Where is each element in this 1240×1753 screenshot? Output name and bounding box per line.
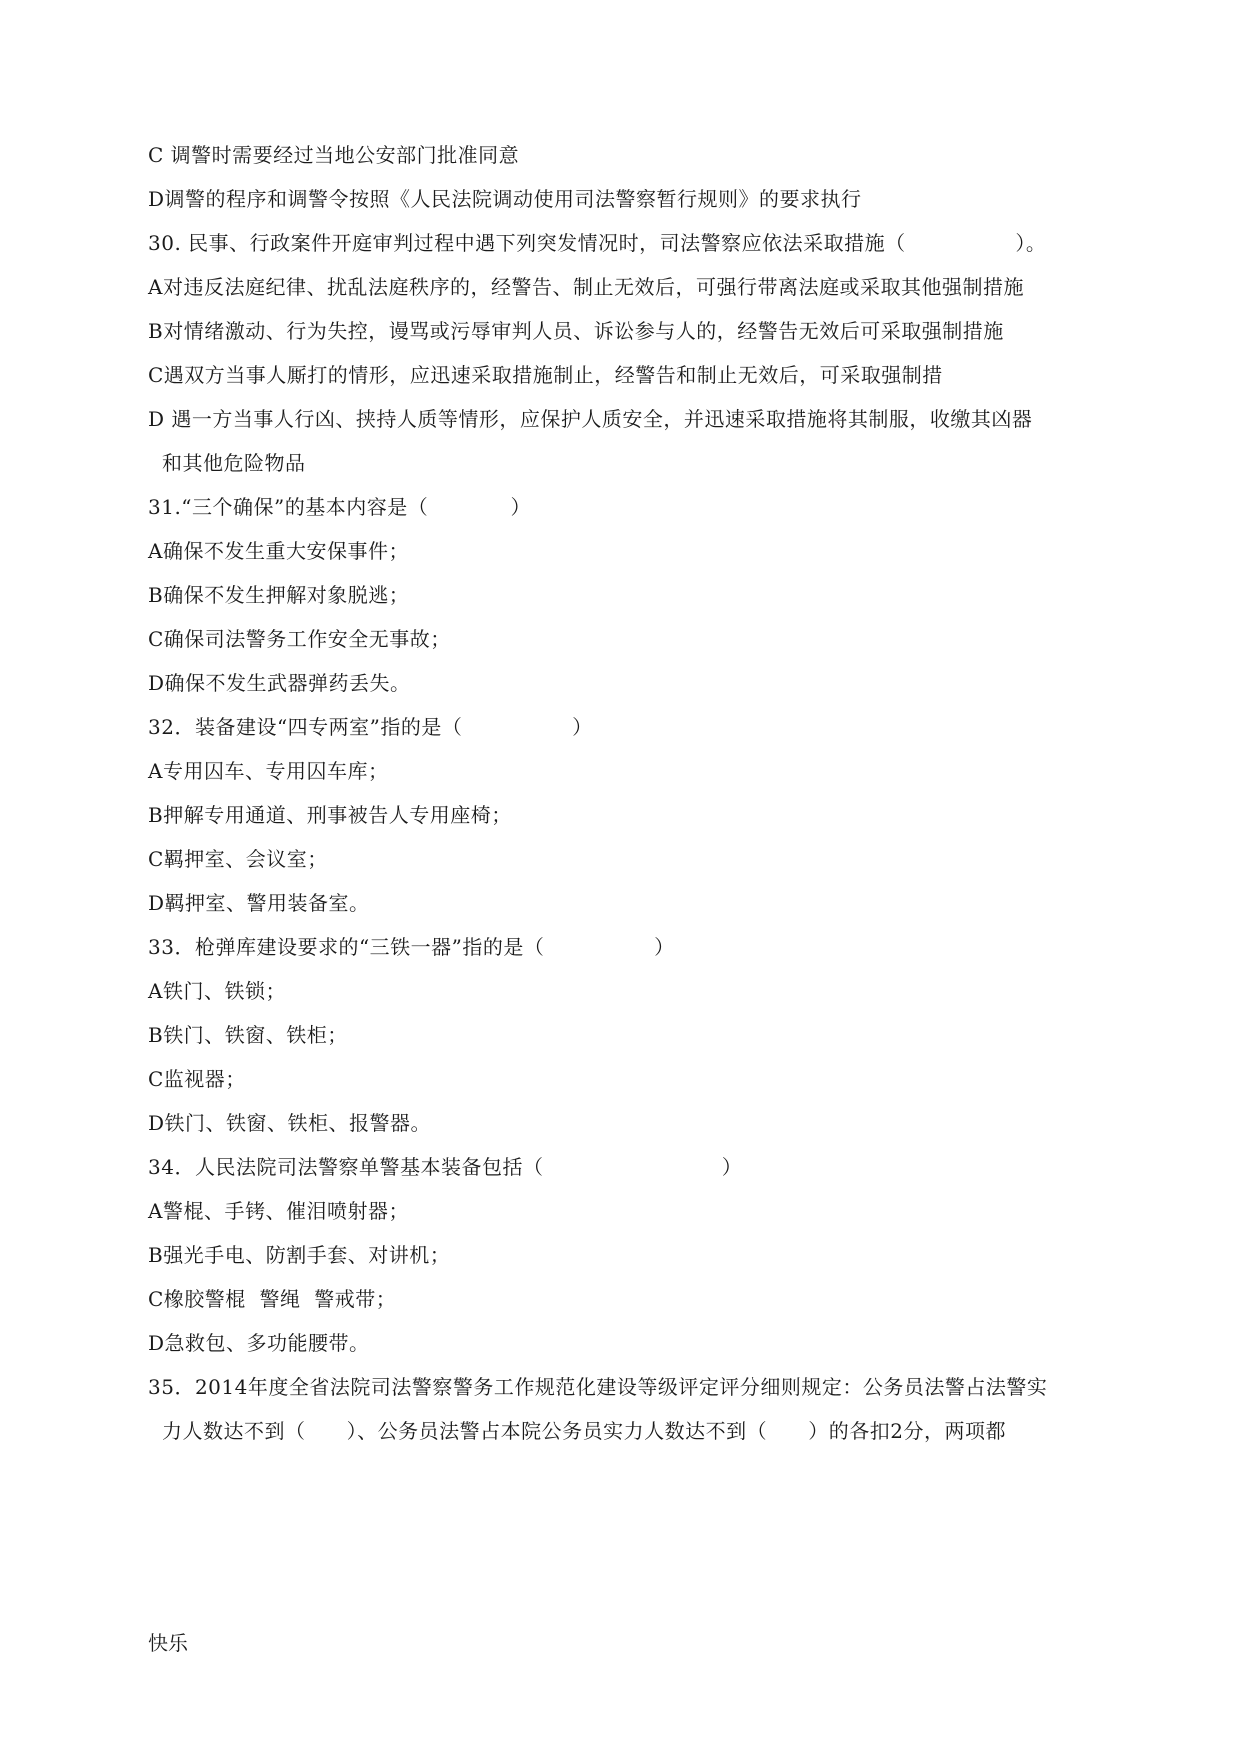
question-31: 31.“三个确保”的基本内容是（ ） xyxy=(148,495,532,519)
question-33: 33．枪弹库建设要求的“三铁一器”指的是（ ） xyxy=(148,935,675,959)
question-35-continuation: 力人数达不到（ ）、公务员法警占本院公务员实力人数达不到（ ）的各扣2分，两项都 xyxy=(162,1419,1007,1443)
question-30: 30. 民事、行政案件开庭审判过程中遇下列突发情况时，司法警察应依法采取措施（ ）。 xyxy=(148,231,1047,255)
option-line-continuation: 和其他危险物品 xyxy=(162,451,306,475)
option-line: A专用囚车、专用囚车库； xyxy=(148,759,389,783)
page-footer: 快乐 xyxy=(148,1631,188,1655)
question-34: 34．人民法院司法警察单警基本装备包括（ ） xyxy=(148,1155,743,1179)
option-line: A对违反法庭纪律、扰乱法庭秩序的，经警告、制止无效后，可强行带离法庭或采取其他强制措施 xyxy=(148,275,1024,299)
option-line: D调警的程序和调警令按照《人民法院调动使用司法警察暂行规则》的要求执行 xyxy=(148,187,862,211)
option-line: C羁押室、会议室； xyxy=(148,847,328,871)
option-line: D羁押室、警用装备室。 xyxy=(148,891,370,915)
question-32: 32．装备建设“四专两室”指的是（ ） xyxy=(148,715,593,739)
option-line: C监视器； xyxy=(148,1067,246,1091)
option-line: D确保不发生武器弹药丢失。 xyxy=(148,671,411,695)
option-line: D 遇一方当事人行凶、挟持人质等情形，应保护人质安全，并迅速采取措施将其制服，收缴其凶器 xyxy=(148,407,1033,431)
question-35: 35．2014年度全省法院司法警察警务工作规范化建设等级评定评分细则规定：公务员法警占法警实 xyxy=(148,1375,1048,1399)
option-line: C确保司法警务工作安全无事故； xyxy=(148,627,451,651)
option-line: A铁门、铁锁； xyxy=(148,979,286,1003)
option-line: B强光手电、防割手套、对讲机； xyxy=(148,1243,451,1267)
option-line: A警棍、手铐、催泪喷射器； xyxy=(148,1199,409,1223)
option-line: B确保不发生押解对象脱逃； xyxy=(148,583,410,607)
option-line: D急救包、多功能腰带。 xyxy=(148,1331,370,1355)
option-line: B押解专用通道、刑事被告人专用座椅； xyxy=(148,803,512,827)
option-line: C 调警时需要经过当地公安部门批准同意 xyxy=(148,143,520,167)
option-line: A确保不发生重大安保事件； xyxy=(148,539,409,563)
option-line: C橡胶警棍 警绳 警戒带； xyxy=(148,1287,397,1311)
option-line: B对情绪激动、行为失控，谩骂或污辱审判人员、诉讼参与人的，经警告无效后可采取强制措施 xyxy=(148,319,1004,343)
option-line: C遇双方当事人厮打的情形，应迅速采取措施制止，经警告和制止无效后，可采取强制措 xyxy=(148,363,943,387)
option-line: D铁门、铁窗、铁柜、报警器。 xyxy=(148,1111,432,1135)
option-line: B铁门、铁窗、铁柜； xyxy=(148,1023,348,1047)
